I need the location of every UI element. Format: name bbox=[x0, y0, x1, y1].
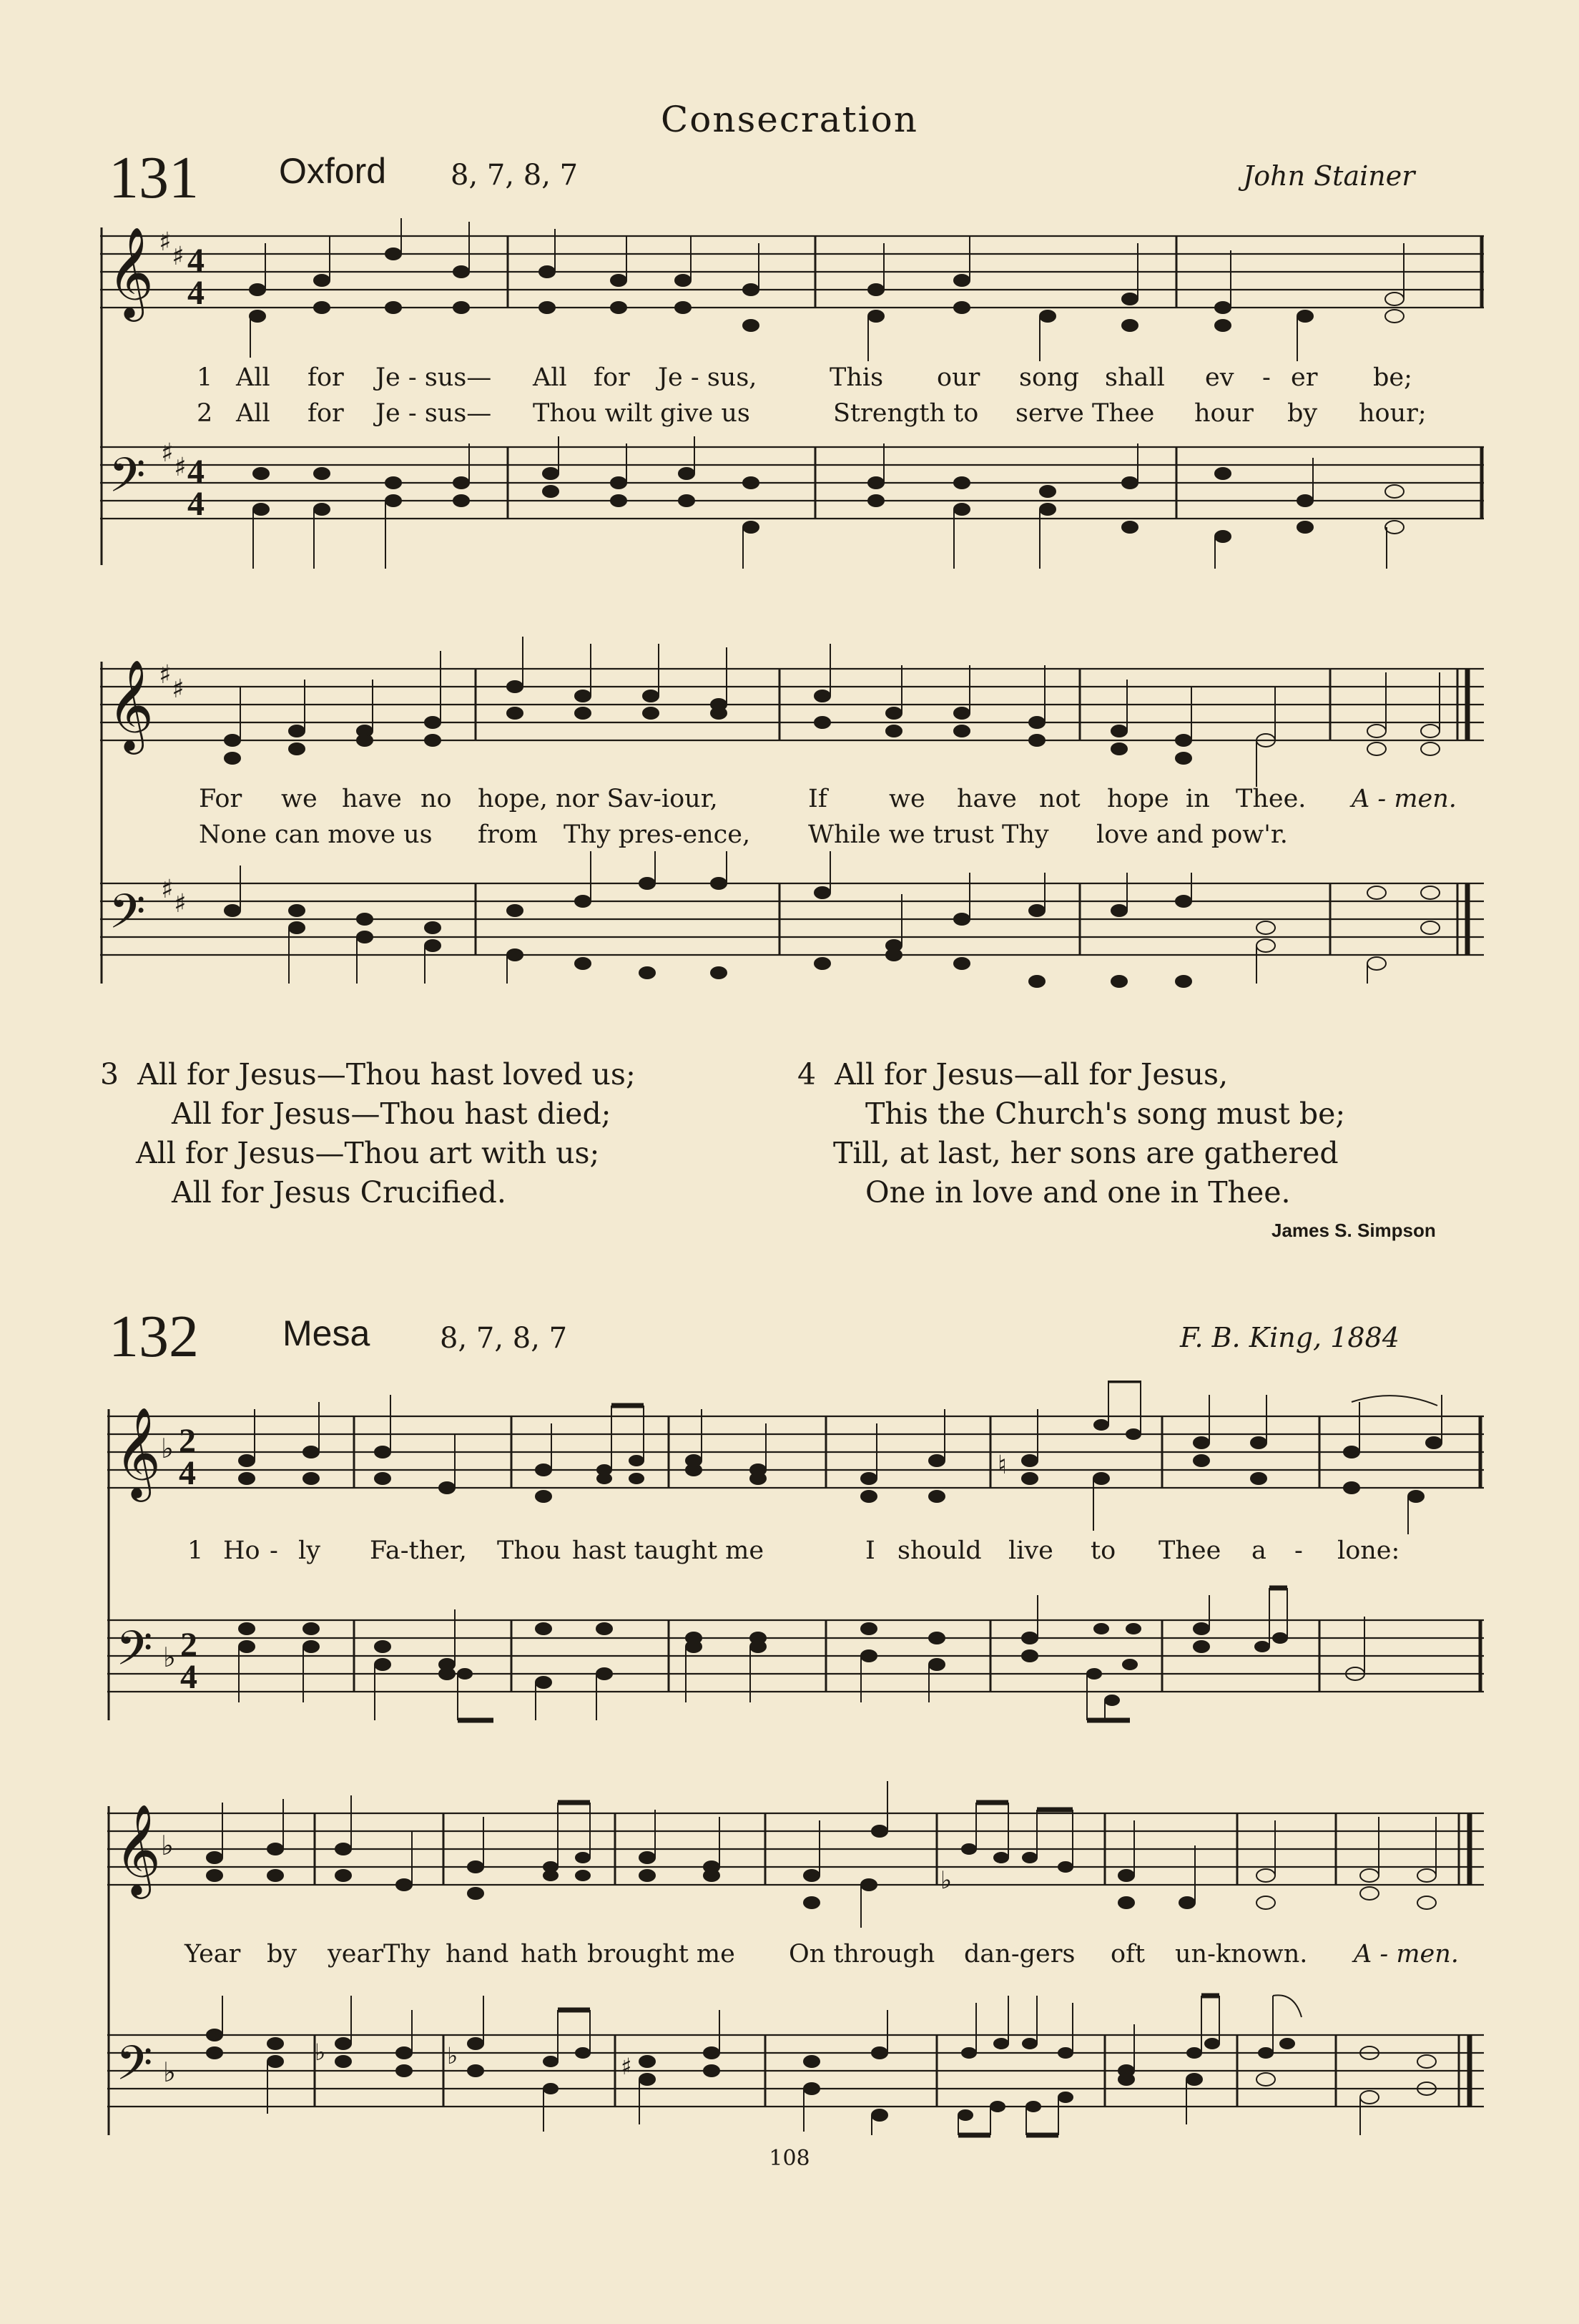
syllable: Fa-ther, bbox=[370, 1536, 467, 1565]
svg-text:4: 4 bbox=[187, 453, 205, 491]
meter: 8, 7, 8, 7 bbox=[451, 159, 579, 192]
syllable: Thee bbox=[1159, 1536, 1221, 1565]
syllable: er bbox=[1291, 363, 1318, 392]
stanza-line: This the Church's song must be; bbox=[865, 1097, 1346, 1131]
verse-number: 2 bbox=[197, 399, 213, 428]
stanza-line: All for Jesus Crucified. bbox=[172, 1175, 506, 1210]
stanza-line: All for Jesus—Thou art with us; bbox=[136, 1136, 600, 1170]
syllable: I bbox=[865, 1536, 875, 1565]
lyric-line-verse1 bbox=[185, 1940, 1459, 1968]
svg-text:4: 4 bbox=[180, 1658, 197, 1696]
bass-clef: 𝄢 bbox=[109, 448, 146, 514]
syllable: None can move us bbox=[199, 820, 433, 849]
tune-name: Mesa bbox=[282, 1313, 370, 1353]
syllable: not bbox=[1039, 785, 1081, 813]
syllable: hour; bbox=[1359, 399, 1427, 428]
syllable: for bbox=[308, 363, 344, 392]
lyric-line-verse1 bbox=[197, 363, 1412, 392]
syllable: Thy bbox=[383, 1940, 431, 1968]
syllable: ev bbox=[1205, 363, 1234, 392]
syllable: While we trust Thy bbox=[808, 820, 1049, 849]
syllable: All bbox=[533, 363, 567, 392]
bass-notes bbox=[253, 436, 1404, 569]
syllable: Je - sus— bbox=[375, 363, 492, 392]
barlines bbox=[102, 227, 1482, 565]
stanza-line: All for Jesus—all for Jesus, bbox=[835, 1057, 1229, 1092]
syllable: If bbox=[808, 785, 827, 813]
syllable: Thou bbox=[497, 1536, 561, 1565]
key-signature bbox=[159, 227, 186, 482]
verse-number: 1 bbox=[187, 1536, 204, 1565]
syllable: Ho bbox=[223, 1536, 260, 1565]
amen-text: A - men. bbox=[1354, 1940, 1459, 1968]
author-credit: James S. Simpson bbox=[1271, 1220, 1436, 1241]
svg-text:♯: ♯ bbox=[159, 227, 172, 257]
syllable: All bbox=[236, 399, 270, 428]
syllable: be; bbox=[1373, 363, 1412, 392]
svg-text:𝄢: 𝄢 bbox=[116, 1621, 153, 1687]
syllable: to bbox=[1091, 1536, 1116, 1565]
lyric-line-verse2 bbox=[197, 399, 1427, 428]
lyric-line-verse1 bbox=[199, 785, 1457, 813]
syllable: we bbox=[281, 785, 318, 813]
svg-text:♭: ♭ bbox=[940, 1866, 953, 1895]
tune-name: Oxford bbox=[279, 151, 387, 191]
svg-text:4: 4 bbox=[187, 274, 205, 312]
syllable: un-known. bbox=[1175, 1940, 1308, 1968]
syllable: Year bbox=[185, 1940, 241, 1968]
svg-text:𝄞: 𝄞 bbox=[107, 659, 154, 750]
stanza-3 bbox=[100, 1055, 636, 1212]
syllable: lone: bbox=[1337, 1536, 1400, 1565]
composer: John Stainer bbox=[1243, 160, 1415, 192]
syllable: live bbox=[1008, 1536, 1053, 1565]
syllable: by bbox=[1287, 399, 1318, 428]
syllable: For bbox=[199, 785, 242, 813]
svg-text:♯: ♯ bbox=[161, 875, 174, 904]
svg-text:♭: ♭ bbox=[163, 1642, 176, 1673]
svg-text:♭: ♭ bbox=[315, 2039, 326, 2066]
syllable: hath bbox=[521, 1940, 579, 1968]
stanza-line: One in love and one in Thee. bbox=[865, 1175, 1291, 1210]
hymn-number: 132 bbox=[109, 1303, 199, 1370]
syllable: our bbox=[937, 363, 980, 392]
syllable: On through bbox=[789, 1940, 935, 1968]
amen-text: A - men. bbox=[1352, 785, 1457, 813]
page-number: 108 bbox=[769, 2146, 810, 2171]
syllable: by bbox=[267, 1940, 297, 1968]
svg-text:♭: ♭ bbox=[161, 1830, 174, 1861]
hymn-number: 131 bbox=[109, 144, 199, 211]
svg-text:♯: ♯ bbox=[172, 675, 185, 704]
syllable: hour bbox=[1194, 399, 1254, 428]
syllable: Thee. bbox=[1236, 785, 1307, 813]
syllable: oft bbox=[1111, 1940, 1146, 1968]
verse-number: 1 bbox=[197, 363, 213, 392]
svg-text:♭: ♭ bbox=[163, 2056, 176, 2088]
treble-staff bbox=[100, 236, 1484, 308]
syllable: love and pow'r. bbox=[1096, 820, 1288, 849]
composer: F. B. King, 1884 bbox=[1180, 1322, 1400, 1353]
stanza-4 bbox=[797, 1055, 1345, 1212]
music-system bbox=[0, 637, 1579, 994]
syllable: Thou wilt give us bbox=[533, 399, 750, 428]
syllable: Thy pres-ence, bbox=[564, 820, 751, 849]
syllable: dan-gers bbox=[964, 1940, 1076, 1968]
syllable: year bbox=[328, 1940, 384, 1968]
stanza-line: Till, at last, her sons are gathered bbox=[833, 1136, 1339, 1170]
syllable: should bbox=[897, 1536, 982, 1565]
syllable: hand bbox=[446, 1940, 509, 1968]
svg-text:2: 2 bbox=[179, 1422, 196, 1460]
svg-text:𝄞: 𝄞 bbox=[114, 1803, 162, 1895]
svg-text:♯: ♯ bbox=[174, 453, 187, 482]
svg-text:♯: ♯ bbox=[159, 660, 172, 690]
stanza-line: All for Jesus—Thou hast died; bbox=[172, 1097, 611, 1131]
svg-text:♯: ♯ bbox=[172, 242, 185, 271]
svg-text:♭: ♭ bbox=[447, 2042, 458, 2069]
music-system bbox=[0, 215, 1579, 572]
syllable: have bbox=[957, 785, 1017, 813]
syllable: - bbox=[270, 1536, 278, 1565]
bass-staff bbox=[100, 447, 1484, 519]
stanza-line: All for Jesus—Thou hast loved us; bbox=[137, 1057, 636, 1092]
svg-text:4: 4 bbox=[179, 1454, 196, 1492]
svg-text:𝄢: 𝄢 bbox=[109, 884, 146, 951]
svg-text:4: 4 bbox=[187, 485, 205, 523]
stanza-number: 4 bbox=[797, 1057, 817, 1092]
syllable: - bbox=[1262, 363, 1271, 392]
syllable: - bbox=[1294, 1536, 1303, 1565]
syllable: brought me bbox=[587, 1940, 735, 1968]
syllable: have bbox=[342, 785, 402, 813]
syllable: song bbox=[1019, 363, 1079, 392]
svg-text:4: 4 bbox=[187, 242, 205, 280]
syllable: This bbox=[830, 363, 884, 392]
svg-text:♮: ♮ bbox=[998, 1451, 1007, 1480]
syllable: a bbox=[1251, 1536, 1266, 1565]
syllable: shall bbox=[1105, 363, 1165, 392]
syllable: hast taught me bbox=[572, 1536, 764, 1565]
treble-clef: 𝄞 bbox=[107, 226, 154, 318]
meter: 8, 7, 8, 7 bbox=[440, 1322, 568, 1355]
syllable: All bbox=[236, 363, 270, 392]
syllable: in bbox=[1186, 785, 1210, 813]
svg-text:♯: ♯ bbox=[161, 438, 174, 468]
syllable: we bbox=[889, 785, 925, 813]
syllable: hope bbox=[1107, 785, 1169, 813]
section-title: Consecration bbox=[661, 99, 918, 140]
syllable: Strength to bbox=[833, 399, 979, 428]
svg-text:𝄢: 𝄢 bbox=[116, 2036, 153, 2102]
syllable: for bbox=[308, 399, 344, 428]
syllable: for bbox=[594, 363, 630, 392]
lyric-line-verse2 bbox=[199, 820, 1288, 849]
svg-text:♭: ♭ bbox=[161, 1433, 174, 1464]
syllable: no bbox=[420, 785, 452, 813]
stanza-number: 3 bbox=[100, 1057, 119, 1092]
syllable: hope, nor Sav-iour, bbox=[478, 785, 718, 813]
lyric-line-verse1 bbox=[187, 1536, 1400, 1565]
syllable: from bbox=[478, 820, 538, 849]
svg-text:♯: ♯ bbox=[621, 2053, 632, 2080]
syllable: Je - sus— bbox=[375, 399, 492, 428]
svg-text:𝄞: 𝄞 bbox=[114, 1406, 162, 1498]
syllable: serve Thee bbox=[1015, 399, 1155, 428]
svg-text:2: 2 bbox=[180, 1626, 197, 1664]
svg-text:♯: ♯ bbox=[174, 889, 187, 918]
syllable: ly bbox=[298, 1536, 320, 1565]
syllable: Je - sus, bbox=[658, 363, 757, 392]
